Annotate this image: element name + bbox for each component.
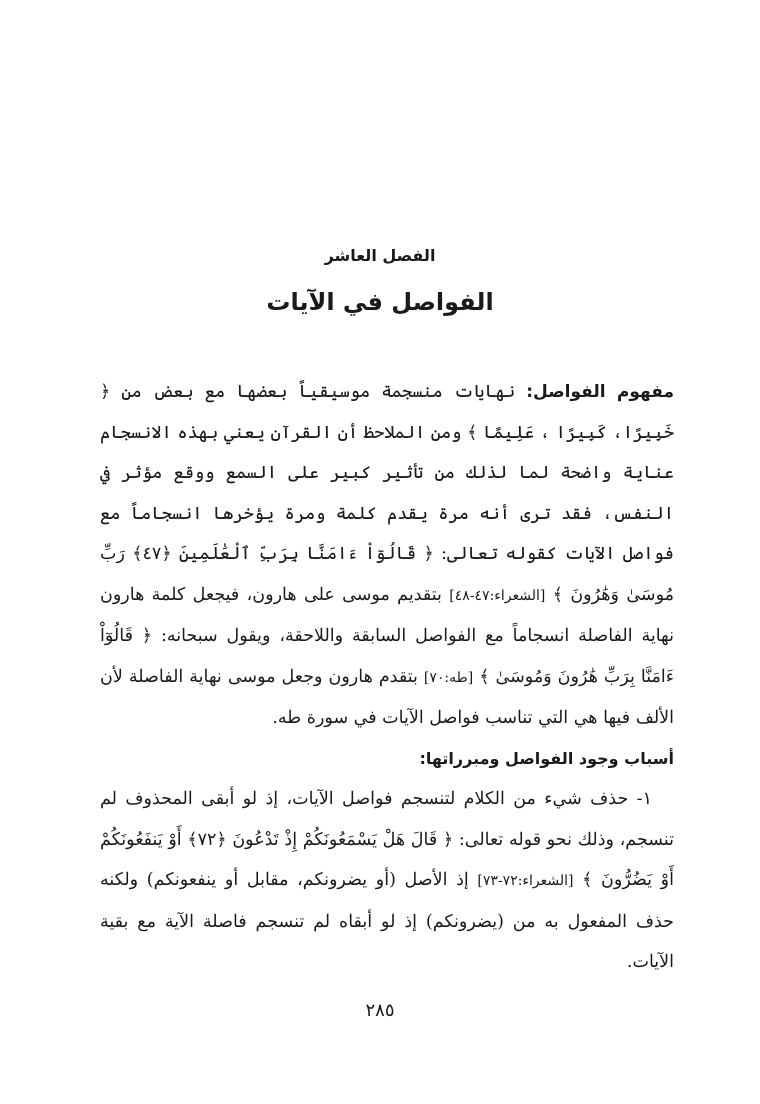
verse-reference: [الشعراء:٧٢-٧٣] — [477, 873, 574, 889]
definition-paragraph — [100, 372, 674, 739]
paragraph-text: إذ الأصل (أو يضرونكم، مقابل أو ينفعونكم) ولكنه حذف المفعول به من (يضرونكم) إذ لو أبقاه لم تنسجم فاصلة الآية مع بقية الآيات. — [100, 870, 674, 972]
quran-quote: ﴿ قَالُوٓاْ ءَامَنَّا بِرَبِّ هَٰرُونَ وَمُوسَىٰ ﴾ — [100, 626, 674, 687]
reason-paragraph — [100, 779, 674, 983]
quran-quote: ﴿ قَالُوٓاْ ءَامَنَّا بِرَبِّ ٱلْعَٰلَمِينَ ﴿٤٧﴾ رَبِّ مُوسَىٰ وَهَٰرُونَ ﴾ — [100, 544, 674, 605]
chapter-title: الفواصل في الآيات — [266, 288, 494, 316]
paragraph-text: ومن الملاحظ أن القرآن يعني بهذه الانسجام عناية واضحة لما لذلك من تأثير كبير على السمع ووقع مؤثر في النفس، فقد ترى أنه مرة يقدم كلمة ومرة يؤخرها انسجاماً مع فواصل الآيات كقوله تعالى: — [100, 422, 674, 564]
page-body — [100, 372, 674, 983]
section-heading: أسباب وجود الفواصل ومبرراتها: — [419, 748, 674, 768]
quran-quote: ﴿ خَبِيرًا، كَبِيرًا ، عَلِيمًا ﴾ — [100, 382, 674, 443]
chapter-label: الفصل العاشر — [324, 246, 436, 265]
paragraph-text: نهايات منسجمة موسيقياً بعضها مع بعض من — [121, 382, 516, 402]
verse-reference: [طه:٧٠] — [423, 669, 474, 686]
verse-reference: [الشعراء:٤٧-٤٨] — [449, 587, 546, 604]
page-number: ٢٨٥ — [365, 1000, 395, 1021]
paragraph-text: ١- حذف شيء من الكلام لتنسجم فواصل الآيات، إذ لو أبقى المحذوف لم تنسجم، وذلك نحو قوله تعالى: — [100, 789, 674, 850]
paragraph-text: بتقدم هارون وجعل موسى نهاية الفاصلة لأن الألف فيها هي التي تناسب فواصل الآيات في سورة طه. — [100, 666, 674, 728]
quran-quote: ﴿ قَالَ هَلْ يَسْمَعُونَكُمْ إِذْ تَدْعُونَ ﴿٧٢﴾ أَوْ يَنفَعُونَكُمْ أَوْ يَضُرُّونَ ﴾ — [100, 829, 674, 890]
paragraph-text: بتقديم موسى على هارون، فيجعل كلمة هارون نهاية الفاصلة انسجاماً مع الفواصل السابقة واللاحقة، ويقول سبحانه: — [100, 584, 674, 646]
term-fawasil: مفهوم الفواصل: — [526, 382, 674, 402]
